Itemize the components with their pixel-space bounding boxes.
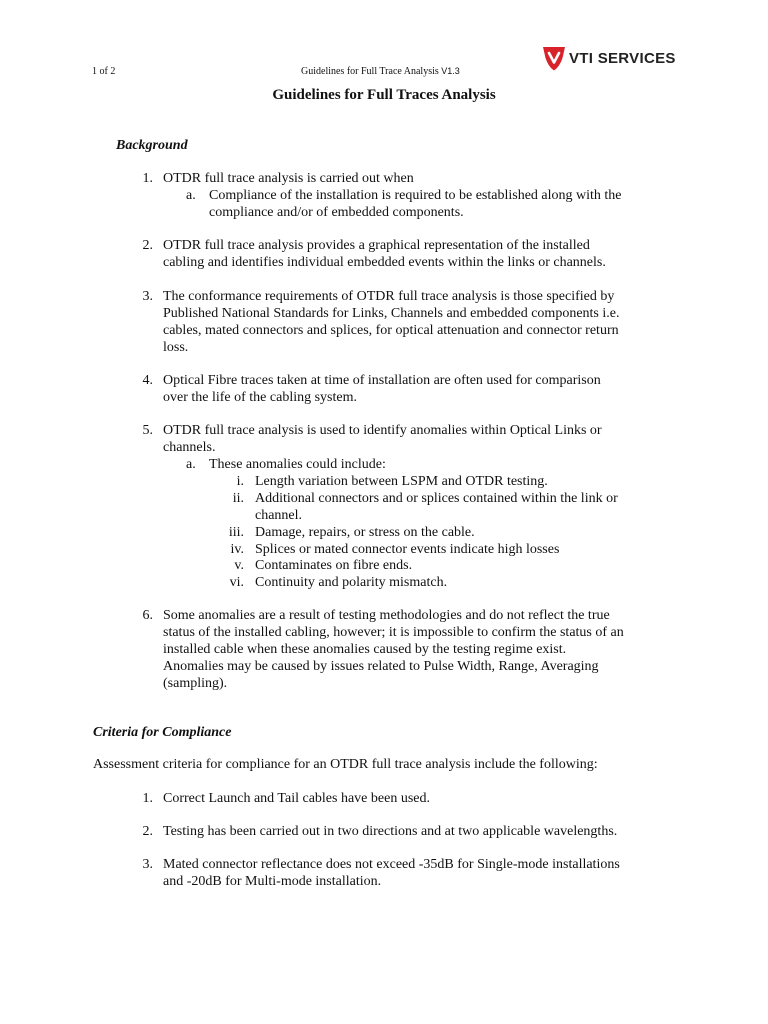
list-item-text: The conformance requirements of OTDR full trace analysis is those specified by: [163, 289, 615, 304]
list-item-number: 3.: [142, 857, 153, 872]
list-item-number: 2.: [142, 238, 153, 253]
list-item-text: OTDR full trace analysis is carried out when: [163, 171, 414, 186]
list-item-text: OTDR full trace analysis provides a graphical representation of the installed: [163, 238, 590, 253]
page-title: Guidelines for Full Traces Analysis: [272, 87, 496, 103]
roman-item-label: ii.: [232, 491, 244, 506]
roman-item-text: Damage, repairs, or stress on the cable.: [255, 525, 475, 540]
page-indicator: 1 of 2: [92, 66, 116, 77]
list-item-number: 3.: [142, 289, 153, 304]
list-item-text: Optical Fibre traces taken at time of installation are often used for comparison: [163, 373, 601, 388]
list-item-number: 6.: [142, 608, 153, 623]
roman-item-label: vi.: [229, 575, 244, 590]
list-item-text: Correct Launch and Tail cables have been used.: [163, 791, 430, 806]
roman-item-text: Contaminates on fibre ends.: [255, 558, 413, 573]
list-item-text: cables, mated connectors and splices, for optical attenuation and connector return: [163, 323, 619, 338]
criteria-heading: Criteria for Compliance: [93, 725, 232, 740]
list-item-number: 5.: [142, 423, 153, 438]
list-item-text: installed cable when these anomalies caused by the testing regime exist.: [163, 642, 567, 657]
header-doc-title: [301, 66, 460, 77]
background-heading: Background: [116, 138, 188, 153]
list-item-text: over the life of the cabling system.: [163, 390, 357, 405]
roman-item-label: iii.: [228, 525, 244, 540]
list-item-number: 2.: [142, 824, 153, 839]
list-item-number: 4.: [142, 373, 153, 388]
sub-item-text: These anomalies could include:: [209, 457, 386, 472]
roman-item-text: Splices or mated connector events indicate high losses: [255, 542, 560, 557]
list-item-number: 1.: [142, 791, 153, 806]
list-item-text: Published National Standards for Links, Channels and embedded components i.e.: [163, 306, 620, 321]
list-item-text: channels.: [163, 440, 216, 455]
roman-item-text: channel.: [255, 508, 303, 523]
company-logo: [541, 44, 676, 74]
list-item-text: Testing has been carried out in two directions and at two applicable wavelengths.: [163, 824, 618, 839]
sub-item-label: a.: [186, 188, 196, 203]
list-item-text: Some anomalies are a result of testing methodologies and do not reflect the true: [163, 608, 610, 623]
criteria-intro: Assessment criteria for compliance for an OTDR full trace analysis include the following:: [93, 757, 598, 772]
list-item-text: loss.: [163, 340, 189, 355]
roman-item-text: Length variation between LSPM and OTDR testing.: [255, 474, 548, 489]
sub-item-label: a.: [186, 457, 196, 472]
roman-item-text: Additional connectors and or splices contained within the link or: [255, 491, 618, 506]
list-item-text: cabling and identifies individual embedded events within the links or channels.: [163, 255, 606, 270]
list-item-text: (sampling).: [163, 676, 228, 691]
sub-item-text: Compliance of the installation is required to be established along with the: [209, 188, 622, 203]
list-item-text: Mated connector reflectance does not exceed -35dB for Single-mode installations: [163, 857, 620, 872]
list-item-text: OTDR full trace analysis is used to identify anomalies within Optical Links or: [163, 423, 602, 438]
sub-item-text: compliance and/or of embedded components.: [209, 205, 464, 220]
shield-logo-icon: [541, 44, 567, 72]
roman-item-label: iv.: [230, 542, 244, 557]
roman-item-text: Continuity and polarity mismatch.: [255, 575, 448, 590]
header-version: V1.3: [441, 66, 460, 76]
roman-item-label: v.: [234, 558, 244, 573]
header-title-text: Guidelines for Full Trace Analysis: [301, 66, 439, 77]
list-item-text: status of the installed cabling, however; it is impossible to confirm the status of an: [163, 625, 624, 640]
logo-text: VTI SERVICES: [569, 50, 676, 67]
roman-item-label: i.: [236, 474, 244, 489]
list-item-text: and -20dB for Multi-mode installation.: [163, 874, 382, 889]
list-item-number: 1.: [142, 171, 153, 186]
list-item-text: Anomalies may be caused by issues related to Pulse Width, Range, Averaging: [163, 659, 599, 674]
